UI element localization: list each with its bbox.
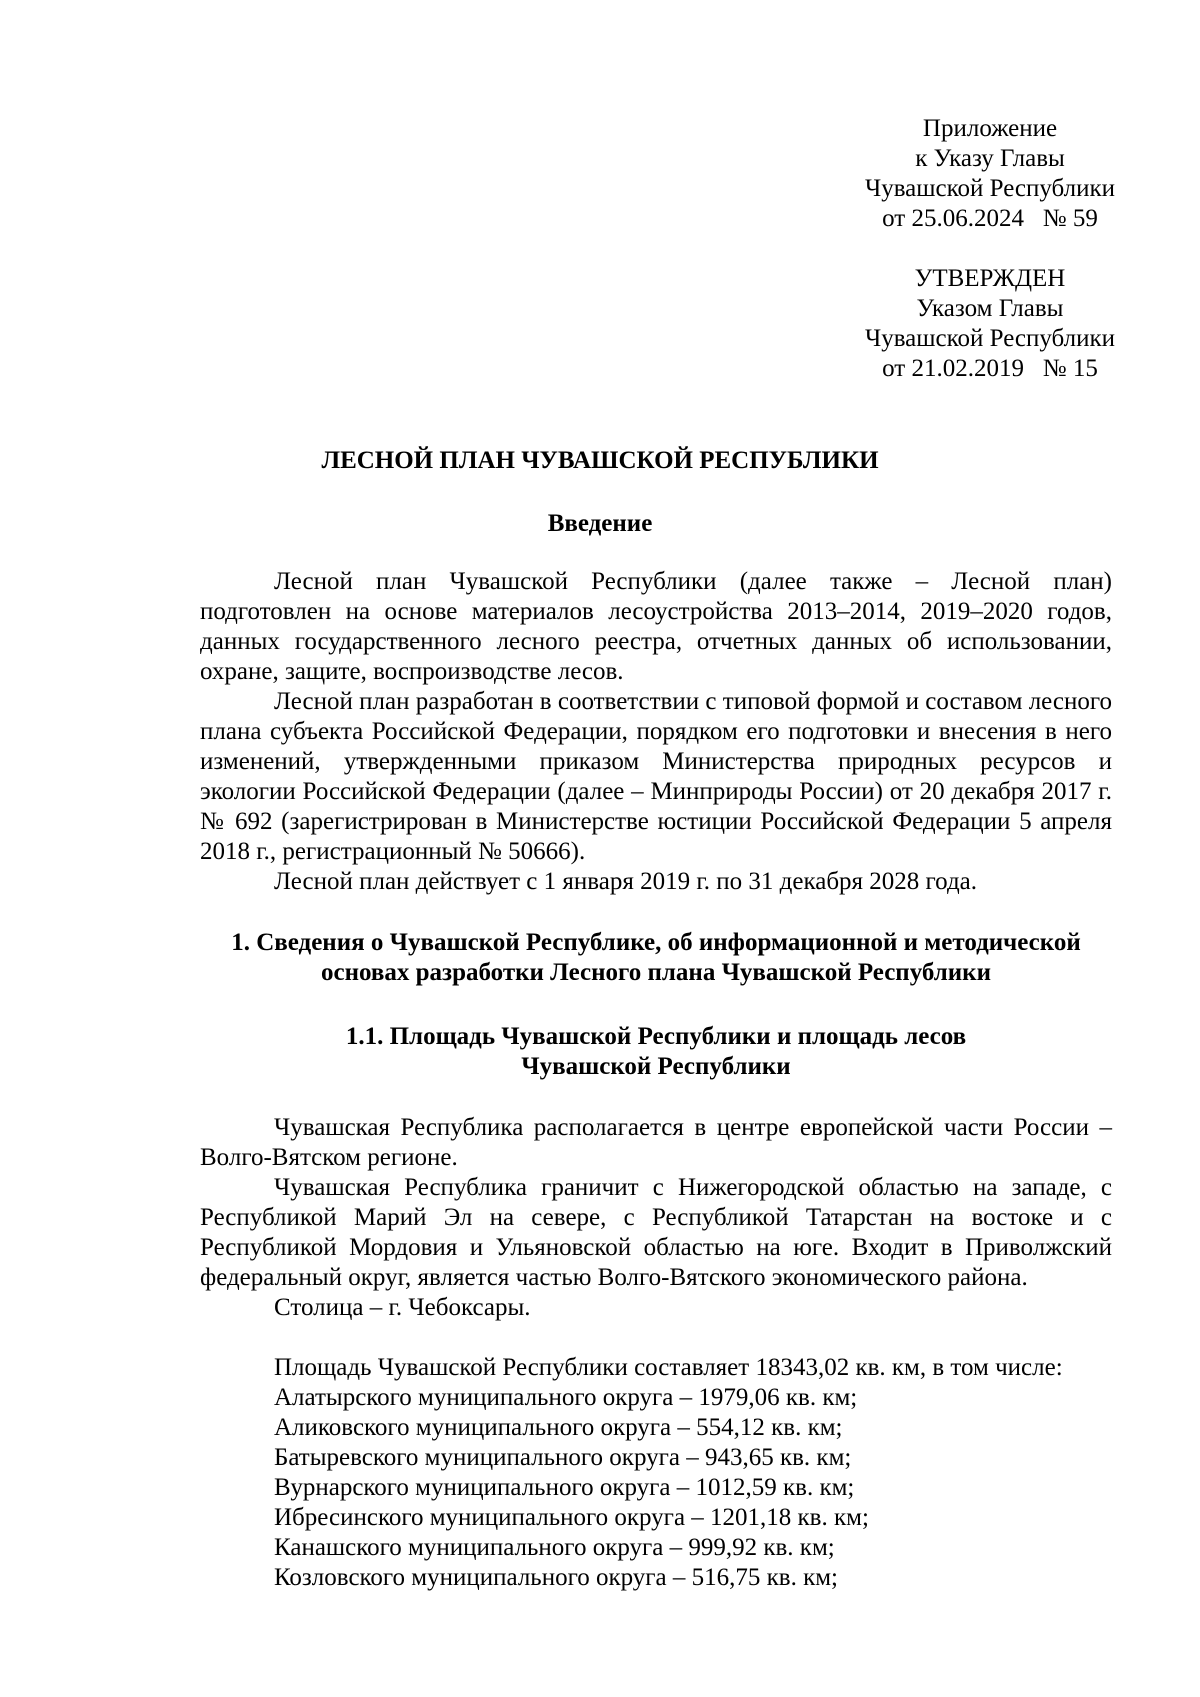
intro-text [200,567,1112,897]
paragraph: Столица – г. Чебоксары. [274,1294,531,1321]
list-item: Батыревского муниципального округа – 943,65 кв. км; [274,1444,852,1471]
paragraph: Чувашская Республика граничит с Нижегородской областью на западе, с Республикой Марий Эл на севере, с Республикой Татарстан на востоке и с Республикой Мордовия и Ульяновской областью на юге. Входит в Приволжский федеральный округ, является частью Волго-Вятского экономического района. [200,1174,1112,1291]
stamp-line: от 25.06.2024 № 59 [882,205,1098,232]
section-1-heading [180,928,1132,988]
heading-line: 1.1. Площадь Чувашской Республики и площадь лесов [345,1023,967,1050]
heading-line: основах разработки Лесного плана Чувашской Республики [321,959,991,986]
section-1-1-heading [180,1022,1132,1082]
approved-stamp [830,264,1150,384]
stamp-line: от 21.02.2019 № 15 [882,355,1098,382]
intro-heading: Введение [547,510,653,537]
list-item: Вурнарского муниципального округа – 1012,59 кв. км; [274,1474,855,1501]
geography-text [200,1113,1112,1323]
stamp-line: Чувашской Республики [864,325,1116,352]
stamp-line: Чувашской Республики [864,175,1116,202]
list-item: Канашского муниципального округа – 999,92 кв. км; [274,1534,835,1561]
heading-line: Чувашской Республики [521,1053,791,1080]
paragraph: Лесной план действует с 1 января 2019 г. по 31 декабря 2028 года. [274,868,978,895]
list-item: Козловского муниципального округа – 516,75 кв. км; [274,1564,838,1591]
stamp-line: Указом Главы [916,295,1064,322]
paragraph: Лесной план разработан в соответствии с типовой формой и составом лесного плана субъекта Российской Федерации, порядком его подготовки и внесения в него изменений, утвержденными приказом Министерства природных ресурсов и экологии Российской Федерации (далее – Минприроды России) от 20 декабря 2017 г. № 692 (зарегистрирован в Министерстве юстиции Российской Федерации 5 апреля 2018 г., регистрационный № 50666). [200,688,1112,865]
list-item: Алатырского муниципального округа – 1979,06 кв. км; [274,1384,858,1411]
list-item: Аликовского муниципального округа – 554,12 кв. км; [274,1414,843,1441]
heading-line: 1. Сведения о Чувашской Республике, об информационной и методической [231,929,1081,956]
paragraph: Лесной план Чувашской Республики (далее также – Лесной план) подготовлен на основе материалов лесоустройства 2013–2014, 2019–2020 годов, данных государственного лесного реестра, отчетных данных об использовании, охране, защите, воспроизводстве лесов. [200,568,1112,685]
area-list [200,1353,1112,1593]
document-title: ЛЕСНОЙ ПЛАН ЧУВАШСКОЙ РЕСПУБЛИКИ [321,447,879,474]
list-item: Площадь Чувашской Республики составляет 18343,02 кв. км, в том числе: [274,1354,1063,1381]
stamp-line: к Указу Главы [915,145,1065,172]
stamp-line: УТВЕРЖДЕН [914,265,1066,292]
appendix-stamp [830,114,1150,234]
list-item: Ибресинского муниципального округа – 1201,18 кв. км; [274,1504,869,1531]
paragraph: Чувашская Республика располагается в центре европейской части России – Волго-Вятском регионе. [200,1114,1112,1171]
stamp-line: Приложение [922,115,1058,142]
